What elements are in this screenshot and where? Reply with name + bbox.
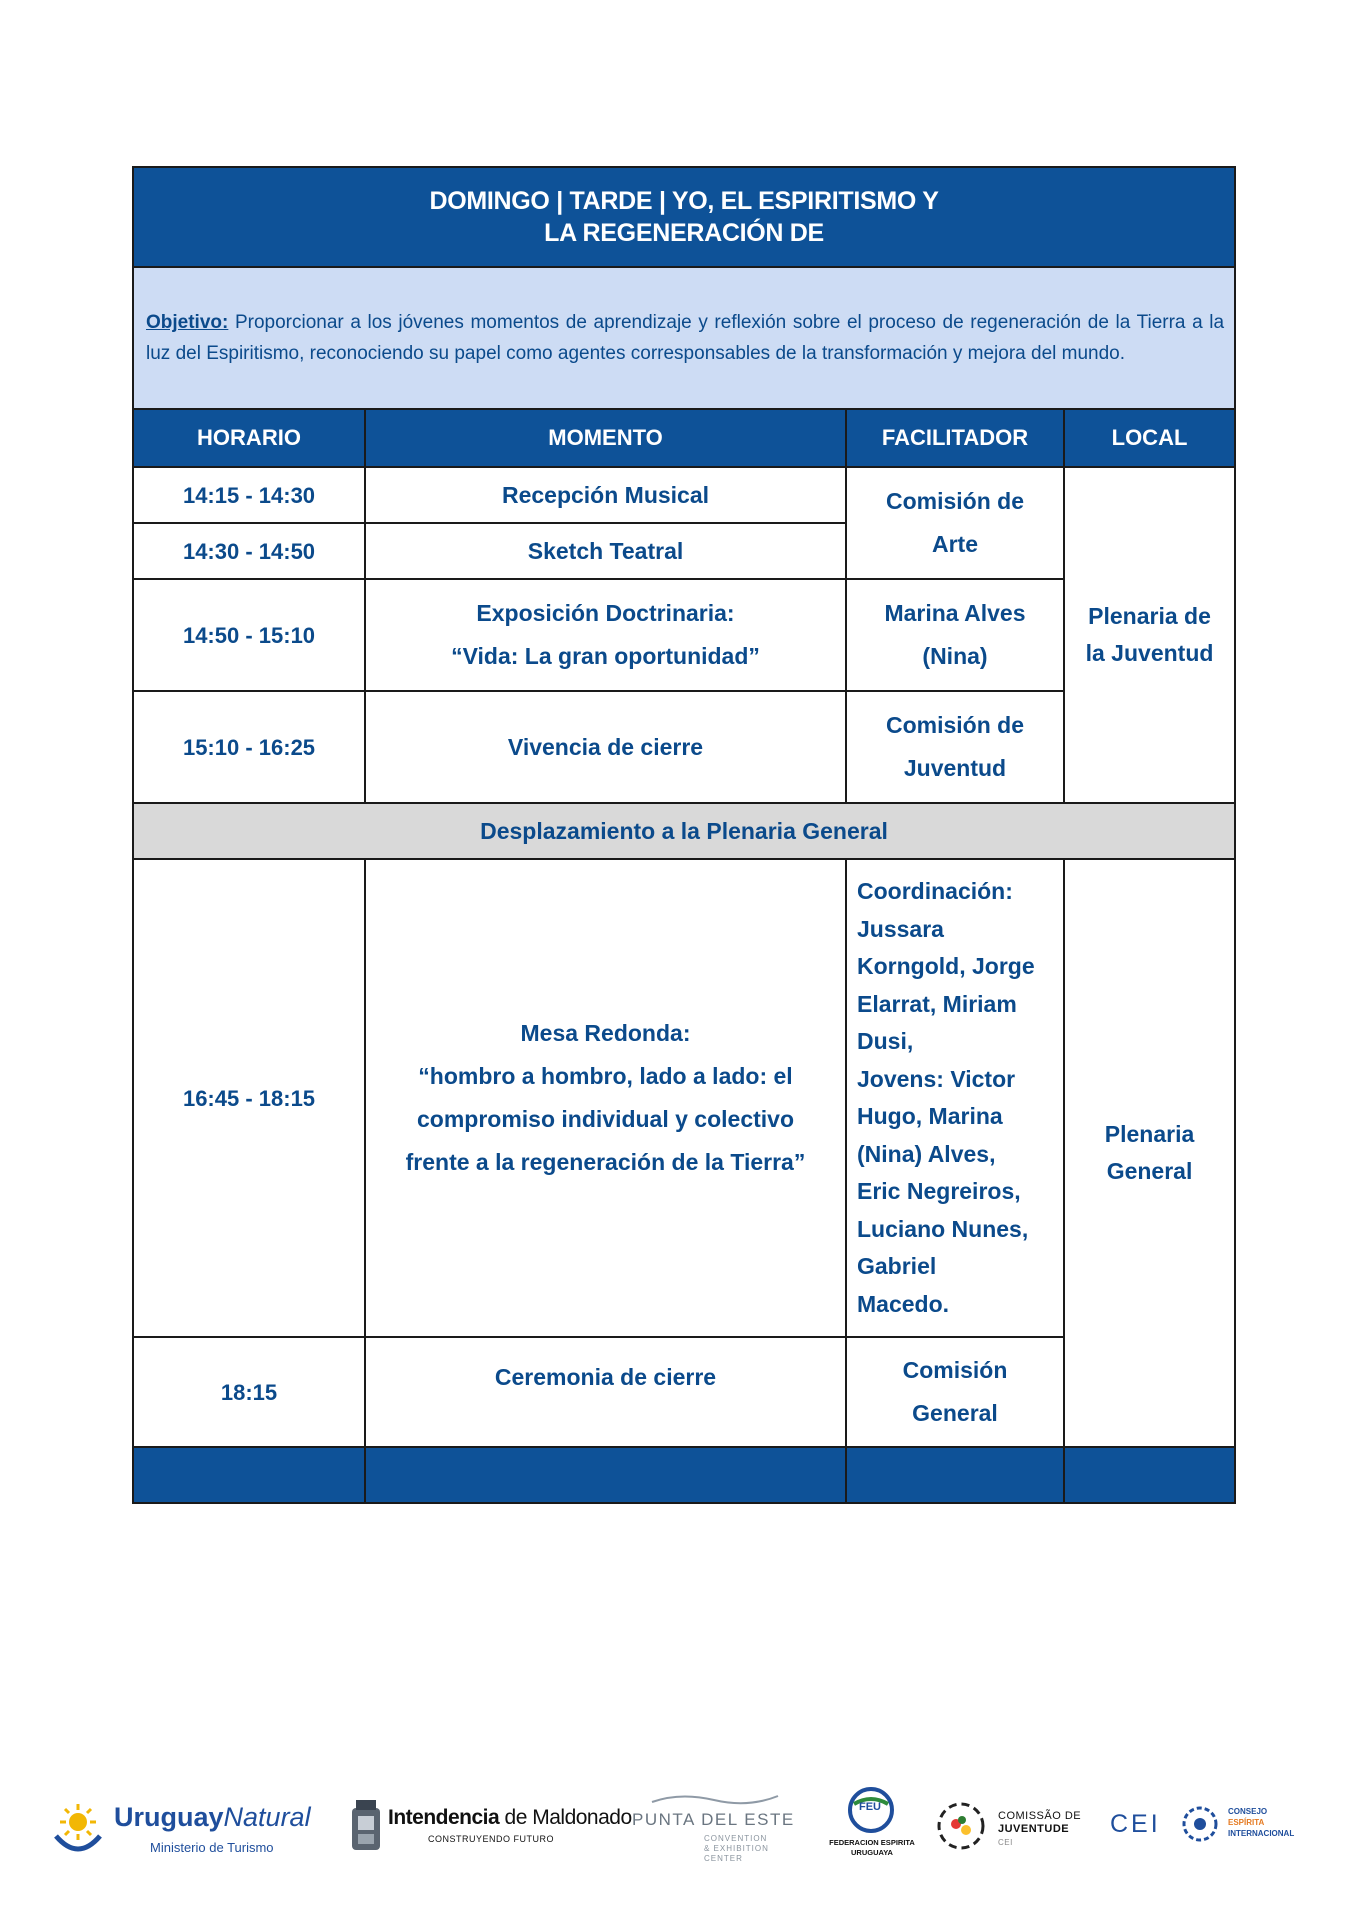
facilitator-line: Gabriel [857,1253,937,1279]
maldonado-name-a: Intendencia [388,1806,500,1829]
facilitator-line: General [912,1400,998,1426]
moment-line: Vivencia de cierre [507,733,704,760]
moment-line: “Vida: La gran oportunidad” [451,643,760,669]
moment-line: Recepción Musical [501,481,710,508]
time-cell: 14:30 - 14:50 [133,523,365,579]
sun-icon [52,1800,104,1860]
comissao-text [998,1810,1081,1849]
objective-box [133,267,1235,409]
uruguay-natural-logo [52,1786,322,1872]
moment-cell [365,523,846,579]
facilitator-line: Dusi, [857,1028,914,1054]
punta-name: PUNTA DEL ESTE [632,1810,795,1829]
cei-line: ESPÍRITA [1228,1818,1265,1827]
facilitator-line: (Nina) [922,643,988,669]
moment-line: Ceremonia de cierre [494,1364,717,1390]
facilitator-line: Marina Alves [884,600,1026,626]
header-row [133,409,1235,467]
time-cell: 15:10 - 16:25 [133,691,365,803]
footer-bar [133,1447,1235,1503]
maldonado-logo [350,1786,632,1872]
facilitator-cell [846,691,1064,803]
transfer-note: Desplazamiento a la Plenaria General [133,803,1235,859]
cei-mark: CEI [1110,1810,1161,1838]
maldonado-sub: CONSTRUYENDO FUTURO [428,1834,554,1844]
footer-cell [846,1447,1064,1503]
cei-text [1228,1806,1294,1839]
local-line: Plenaria de [1088,603,1211,629]
local-line: la Juventud [1085,640,1214,666]
feu-sub [826,1838,918,1858]
moment-cell [365,859,846,1337]
wave-icon [650,1792,780,1806]
punta-sub [704,1834,769,1864]
moment-cell [365,1337,846,1447]
maldonado-name [388,1806,632,1830]
schedule-table [132,166,1236,1504]
comissao-line: CEI [998,1838,1013,1847]
moment-line: compromiso individual y colectivo [416,1106,795,1132]
facilitator-line: Jussara [857,915,944,942]
facilitator-line: Comisión de [885,712,1024,738]
col-header-facilitador: FACILITADOR [846,409,1064,467]
facilitator-line: Eric Negreiros, [857,1178,1021,1204]
uruguay-sub: Ministerio de Turismo [150,1840,274,1855]
uruguay-brand-b: Natural [223,1802,311,1832]
facilitator-line: Macedo. [857,1290,950,1317]
table-row [133,859,1235,1337]
time-cell: 18:15 [133,1337,365,1447]
time-cell: 14:50 - 15:10 [133,579,365,691]
cei-line: CONSEJO [1228,1807,1268,1816]
moment-line: frente a la regeneración de la Tierra” [405,1149,806,1175]
facilitator-cell [846,579,1064,691]
facilitator-cell [846,1337,1064,1447]
table-row [133,467,1235,523]
punta-del-este-logo [632,1786,795,1872]
objective-text: Proporcionar a los jóvenes momentos de aprendizaje y reflexión sobre el proceso de regeneración de la Tierra a la luz del Espiritismo, reconociendo su papel como agentes corresponsables de la transformación y mejora del mundo. [146,312,1225,364]
facilitator-line: Hugo, Marina [857,1103,1003,1129]
facilitator-line: Elarrat, Miriam [857,990,1017,1017]
footer-cell [365,1447,846,1503]
local-line: General [1106,1158,1193,1184]
facilitator-line: Korngold, Jorge [857,953,1035,979]
local-line: Plenaria [1104,1121,1195,1147]
punta-sub-line: CENTER [704,1854,743,1863]
moment-line: Exposición Doctrinaria: [476,600,735,626]
facilitator-line: Comisión de [885,488,1024,514]
time-cell: 16:45 - 18:15 [133,859,365,1337]
time-cell: 14:15 - 14:30 [133,467,365,523]
moment-cell [365,579,846,691]
moment-line: Sketch Teatral [527,537,684,564]
feu-sub-line: URUGUAYA [851,1848,893,1857]
title-line-2: LA REGENERACIÓN DE [544,219,824,247]
moment-line: Mesa Redonda: [520,1020,691,1046]
objective-label: Objetivo: [146,312,229,333]
feu-sub-line: FEDERACION ESPIRITA [829,1838,915,1847]
feu-logo [826,1786,918,1872]
col-header-local: LOCAL [1064,409,1235,467]
title-line-1: DOMINGO | TARDE | YO, EL ESPIRITISMO Y [429,187,939,215]
footer-cell [133,1447,365,1503]
comissao-juventude-logo [932,1786,1102,1872]
facilitator-line: Comisión [902,1357,1008,1383]
gear-icon [932,1794,990,1858]
transfer-row [133,803,1235,859]
facilitator-line: (Nina) Alves, [857,1140,996,1167]
schedule-title [133,167,1235,267]
moment-line: “hombro a hombro, lado a lado: el [418,1063,793,1089]
facilitator-line: Luciano Nunes, [857,1215,1029,1242]
moment-cell [365,467,846,523]
cei-logo [1110,1786,1300,1872]
facilitator-cell [846,859,1064,1337]
footer-cell [1064,1447,1235,1503]
feu-mark: FEU [859,1801,881,1813]
uruguay-brand [114,1802,311,1833]
punta-sub-line: & EXHIBITION [704,1844,769,1853]
comissao-line: COMISSÃO DE [998,1810,1082,1822]
local-cell [1064,859,1235,1447]
maldonado-name-b: de Maldonado [504,1806,632,1829]
local-cell [1064,467,1235,803]
sponsor-logos [52,1786,1312,1872]
comissao-line: JUVENTUDE [998,1823,1070,1835]
moment-cell [365,691,846,803]
cei-line: INTERNACIONAL [1228,1829,1295,1838]
facilitator-line: Arte [931,531,978,557]
col-header-horario: HORARIO [133,409,365,467]
facilitator-line: Coordinación: [857,878,1013,904]
star-emblem-icon [1180,1804,1220,1844]
punta-sub-line: CONVENTION [704,1834,768,1843]
facilitator-line: Jovens: Victor [857,1065,1016,1092]
facilitator-cell [846,467,1064,579]
col-header-momento: MOMENTO [365,409,846,467]
facilitator-line: Juventud [903,755,1007,781]
uruguay-brand-a: Uruguay [114,1802,224,1832]
coat-of-arms-icon [350,1798,382,1854]
